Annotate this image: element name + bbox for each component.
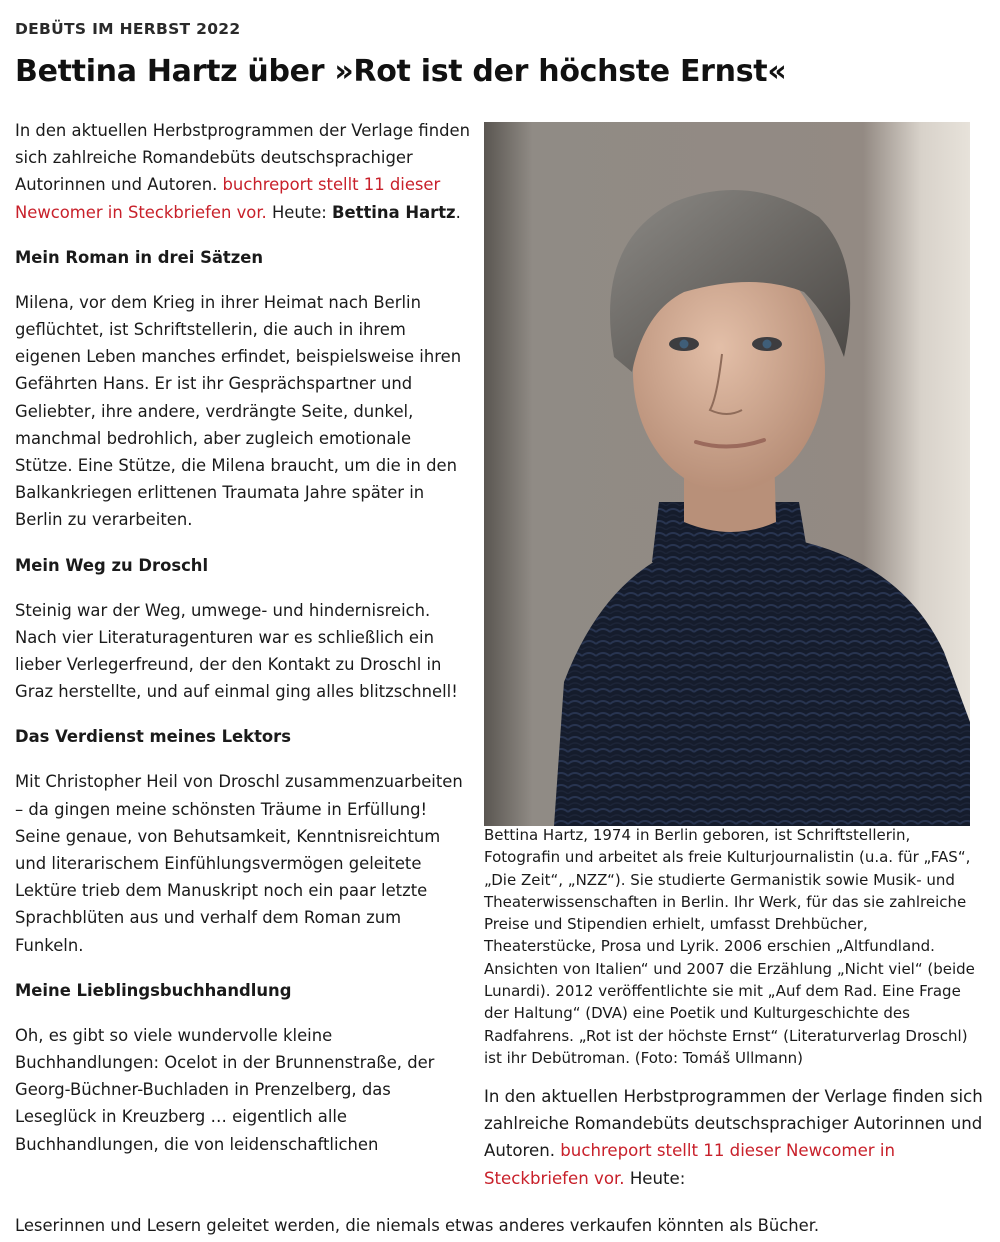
author-photo [484,122,970,826]
repeated-intro-text: In den aktuellen Herbstprogrammen der Verlage finden sich zahlreiche Romandebüts deutschsprachiger Autorinnen und Autoren. [484,1087,983,1161]
article-body [15,117,470,1158]
repeated-intro-today: Heute: [624,1168,686,1188]
section-body-buchhandlung: Oh, es gibt so viele wundervolle kleine Buchhandlungen: Ocelot in der Brunnenstraße, der Georg-Büchner-Buchladen in Prenzelberg, das Leseglück in Kreuzberg … eigentlich alle Buchhandlungen, die von leidenschaftlichen [15,1025,435,1154]
intro-end: . [455,202,461,222]
section-heading-roman: Mein Roman in drei Sätzen [15,247,264,267]
section-body-roman: Milena, vor dem Krieg in ihrer Heimat nach Berlin geflüchtet, ist Schriftstellerin, die auch in ihrem eigenen Leben manches erfindet, beispielsweise ihren Gefährten Hans. Er ist ihr Gesprächspartner und Geliebter, ihre andere, verdrängte Seite, dunkel, manchmal bedrohlich, aber zugleich emotionale Stütze. Eine Stütze, die Milena braucht, um die in den Balkankriegen erlittenen Traumata Jahre später in Berlin zu verarbeiten. [15,292,462,530]
kicker: DEBÜTS IM HERBST 2022 [15,20,241,38]
intro-text: In den aktuellen Herbstprogrammen der Verlage finden sich zahlreiche Romandebüts deutschsprachiger Autorinnen und Autoren. [15,121,470,195]
section-body-droschl: Steinig war der Weg, umwege- und hindernisreich. Nach vier Literaturagenturen war es schließlich ein lieber Verlegerfreund, der den Kontakt zu Droschl in Graz herstellte, und auf einmal ging alles blitzschnell! [15,600,458,702]
section-heading-buchhandlung: Meine Lieblingsbuchhandlung [15,980,292,1000]
intro-paragraph [15,117,470,226]
newcomer-series-link-2[interactable]: buchreport stellt 11 dieser Newcomer in Steckbriefen vor. [484,1141,896,1188]
section-body-buchhandlung-continued: Leserinnen und Lesern geleitet werden, die niemals etwas anderes verkaufen könnten als Bücher. [15,1216,820,1235]
page-title: Bettina Hartz über »Rot ist der höchste Ernst« [15,54,787,89]
author-name: Bettina Hartz [332,202,456,222]
section-heading-droschl: Mein Weg zu Droschl [15,555,209,575]
section-body-lektor: Mit Christopher Heil von Droschl zusammenzuarbeiten – da gingen meine schönsten Träume in Erfüllung! Seine genaue, von Behutsamkeit, Kenntnisreichtum und literarischem Einfühlungsvermögen geleitete Lektüre trieb dem Manuskript noch ein paar letzte Sprachblüten aus und verhalf dem Roman zum Funkeln. [15,772,463,955]
repeated-intro [484,1083,994,1192]
photo-caption: Bettina Hartz, 1974 in Berlin geboren, ist Schriftstellerin, Fotografin und arbeitet als freie Kulturjournalistin (u.a. für „FAS“, „Die Zeit“, „NZZ“). Sie studierte Germanistik sowie Musik- und Theaterwissenschaften in Berlin. Ihr Werk, für das sie zahlreiche Preise und Stipendien erhielt, umfasst Drehbücher, Theaterstücke, Prosa und Lyrik. 2006 erschien „Altfundland. Ansichten von Italien“ und 2007 die Erzählung „Nicht viel“ (beide Lunardi). 2012 veröffentlichte sie mit „Auf dem Rad. Eine Frage der Haltung“ (DVA) eine Poetik und Kulturgeschichte des Radfahrens. „Rot ist der höchste Ernst“ (Literaturverlag Droschl) ist ihr Debütroman. (Foto: Tomáš Ullmann) [484,826,975,1067]
newcomer-series-link[interactable]: buchreport stellt 11 dieser Newcomer in Steckbriefen vor. [15,175,441,222]
intro-today: Heute: [266,202,333,222]
section-heading-lektor: Das Verdienst meines Lektors [15,727,292,747]
